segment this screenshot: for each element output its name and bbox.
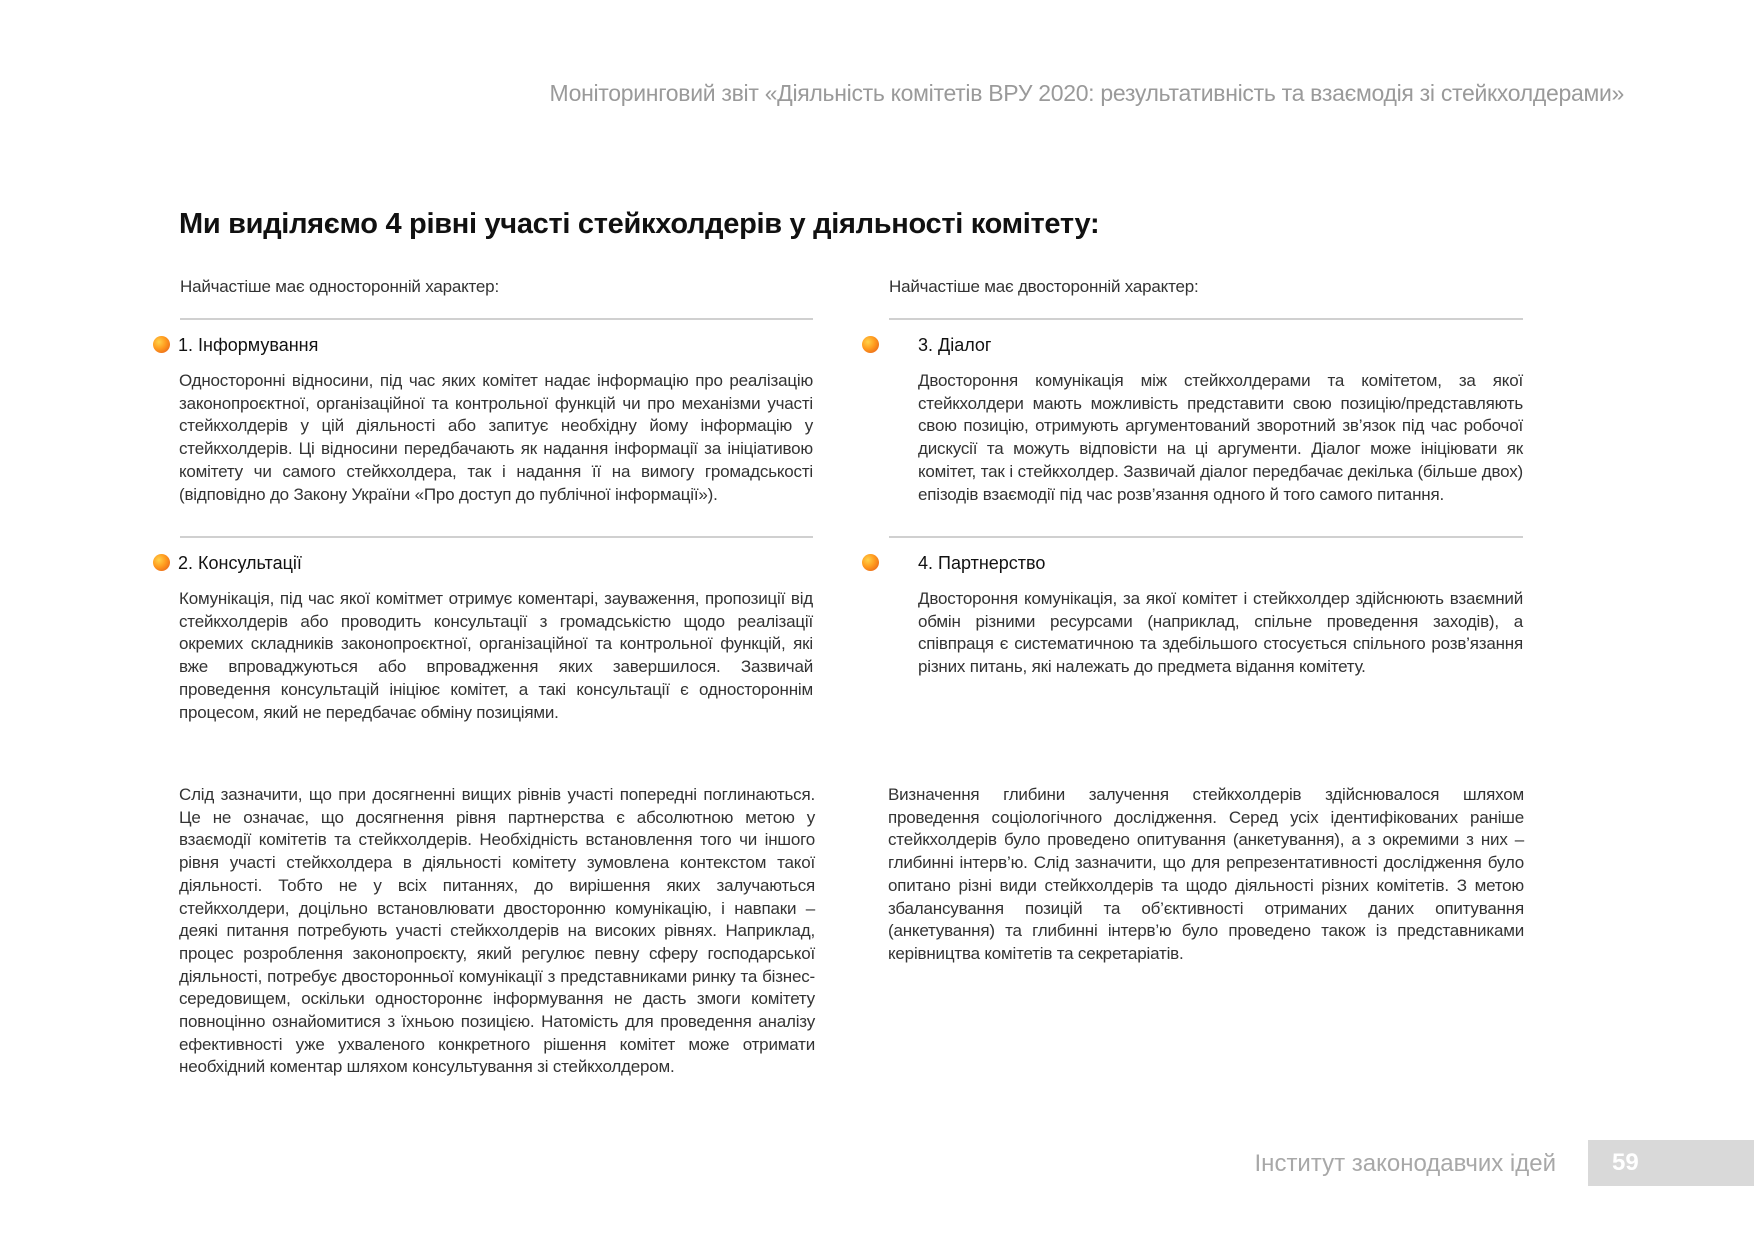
body-paragraph-right: Визначення глибини залучення стейкхолдерів здійснювалося шляхом проведення соціологічного дослідження. Серед усіх ідентифікованих раніше стейкхолдерів було проведено опитування (анкетування), а з окремими з них – глибинні інтерв’ю. Слід зазначити, що для репрезентативності дослідження було опитано різні види стейкхолдерів та щодо діяльності різних комітетів. З метою збалансування позицій та об’єктивності отриманих даних опитування (анкетування) та глибинні інтерв’ю було проведено також із представниками керівництва комітетів та секретаріатів. [888, 785, 1524, 963]
level-description: Комунікація, під час якої комітмет отримує коментарі, зауваження, пропозиції від стейкхолдерів або проводить консультації з громадськістю щодо реалізації окремих складників законопроєктної, організаційної та контрольної функцій, які вже впроваджуються або впровадження яких завершилося. Зазвичай проведення консультацій ініціює комітет, а такі консультації є одностороннім процесом, який не передбачає обміну позиціями. [179, 589, 813, 722]
level-description: Односторонні відносини, під час яких комітет надає інформацію про реалізацію законопроєктної, організаційної та контрольної функцій чи про механізми участі стейкхолдерів у цій діяльності або запитує необхідну йому інформацію у стейкхолдерів. Ці відносини передбачають як надання інформації за ініціативою комітету чи самого стейкхолдера, так і надання її на вимогу громадськості (відповідно до Закону України «Про доступ до публічної інформації»). [179, 371, 813, 504]
document-header-title: Моніторинговий звіт «Діяльність комітетів ВРУ 2020: результативність та взаємодія зі стейкхолдерами» [549, 80, 1624, 106]
divider [889, 318, 1523, 320]
bullet-icon [153, 554, 170, 571]
left-column-intro: Найчастіше має односторонній характер: [180, 277, 499, 296]
level-description: Двостороння комунікація, за якої комітет і стейкхолдер здійснюють взаємний обмін різними ресурсами (наприклад, спільне проведення заходів), а співпраця є систематичною та здебільшого стосується спільного розв’язання різних питань, які належать до предмета відання комітету. [918, 589, 1523, 677]
page-heading: Ми виділяємо 4 рівні участі стейкхолдерів у діяльності комітету: [179, 208, 1100, 240]
footer-organization: Інститут законодавчих ідей [1254, 1150, 1556, 1177]
divider [889, 536, 1523, 538]
divider [180, 536, 813, 538]
page-number-box [1588, 1140, 1754, 1186]
body-paragraph-left: Слід зазначити, що при досягненні вищих рівнів участі попередні поглинаються. Це не означає, що досягнення рівня партнерства є абсолютною метою у взаємодії комітетів та стейкхолдерів. Необхідність встановлення того чи іншого рівня участі стейкхолдера в діяльності комітету зумовлена контекстом такої діяльності. Тобто не у всіх питаннях, до вирішення яких залучаються стейкхолдери, доцільно встановлювати двосторонню комунікацію, і навпаки – деякі питання потребують участі стейкхолдерів на високих рівнях. Наприклад, процес розроблення законопроєкту, який регулює певну сферу господарської діяльності, потребує двосторонньої комунікації з представниками ринку та бізнес-середовищем, оскільки одностороннє інформування не дасть змоги комітету повноцінно ознайомитися з їхньою позицією. Натомість для проведення аналізу ефективності уже ухваленого конкретного рішення комітет може отримати необхідний коментар шляхом консультування зі стейкхолдером. [179, 785, 815, 1077]
level-title: 4. Партнерство [918, 553, 1046, 573]
bullet-icon [153, 336, 170, 353]
level-title: 3. Діалог [918, 335, 992, 355]
right-column-intro: Найчастіше має двосторонній характер: [889, 277, 1199, 296]
level-title: 1. Інформування [178, 335, 319, 355]
bullet-icon [862, 336, 879, 353]
divider [180, 318, 813, 320]
level-description: Двостороння комунікація між стейкхолдерами та комітетом, за якої стейкхолдери мають можливість представити свою позицію/представляють свою позицію, отримують аргументований зворотний зв’язок під час робочої дискусії та можуть відповісти на ці аргументи. Діалог може ініціювати як комітет, так і стейкхолдер. Зазвичай діалог передбачає декілька (більше двох) епізодів взаємодії під час розв’язання одного й того самого питання. [918, 371, 1523, 504]
bullet-icon [862, 554, 879, 571]
level-title: 2. Консультації [178, 553, 302, 573]
page-number: 59 [1612, 1149, 1639, 1176]
